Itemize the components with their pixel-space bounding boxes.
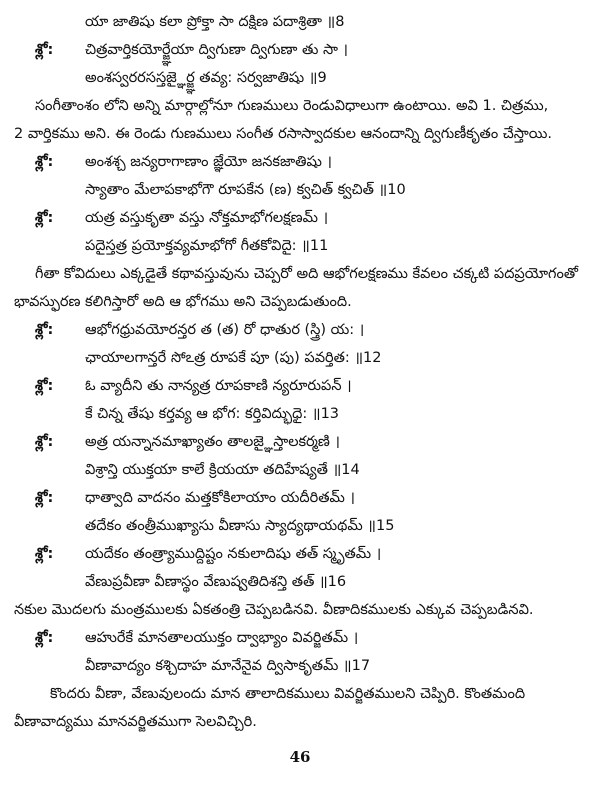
shloka-marker: శ్లో: [35,434,54,450]
verse-text: యా జాతిషు కలా ప్రోక్తా సా దక్షిణ పదాశ్రితా ॥8 [85,14,345,30]
verse-line: అంశశ్చ జన్యరాగాణాం జ్ఞేయో జనకజాతిషు । [85,154,332,170]
prose-line: సంగీతాంశం లోని అన్ని మార్గాల్లోనూ గుణములు రెండువిధాలుగా ఉంటాయి. అవి 1. చిత్రము, [35,98,549,114]
shloka-marker: శ్లో: [35,42,54,58]
verse-line: ధాత్వాది వాదనం మత్తకోకిలాయాం యదీరితమ్ । [85,490,355,506]
verse-line: యదేకం తంత్ర్యాముద్దిష్టం నకులాదిషు తత్ స్మృతమ్ । [85,546,382,562]
verse-line: వీణావాద్యం కశ్చిదాహ మానేనైవ ద్విసాకృతమ్ ॥17 [85,658,371,674]
verse-text: అంశస్వరరసస్తజ్ఞైర్జ్ఞ తవ్య: సర్వజాతిషు ॥9 [85,70,327,86]
prose-line: 2 వార్తికము అని. ఈ రెండు గుణములు సంగీత రసాస్వాదకుల ఆనందాన్ని ద్విగుణీకృతం చేస్తాయి. [14,126,553,142]
verse-line: ఆహురేకే మానతాలయుక్తం ద్వాభ్యాం వివర్జితమ్ । [85,630,359,646]
verse-line: స్యాతాం మేలాపకాభోగౌ రూపకేన (ణ) క్వచిత్ క్వచిత్ ॥10 [85,182,406,198]
verse-line: పదైస్తత్ర ప్రయోక్తవ్యమాభోగో గీతకోవిదై: ॥11 [85,238,329,254]
verse-line: అత్ర యన్నానమాఖ్యాతం తాలజ్ఞైస్తాలకర్మణి । [85,434,340,450]
verse-line [85,68,327,88]
verse-line: ఆభోగధ్రువయోరన్తర త (త) రో ధాతుర (స్త్రి) య: । [85,322,365,338]
shloka-marker: శ్లో: [35,546,54,562]
prose-line: గీతా కోవిదులు ఎక్కడైతే కథావస్తువును చెప్పరో అది ఆభోగలక్షణము కేవలం చక్కటి పదప్రయోగంతో [35,266,579,282]
verse-line [85,12,344,32]
verse-text: చిత్రవార్తికయోర్జ్ఞేయా ద్విగుణా ద్విగుణా తు సా । [85,42,349,58]
shloka-marker: శ్లో: [35,154,54,170]
shloka-marker: శ్లో: [35,210,54,226]
verse-line: వేణుప్రవీణా వీణాస్థం వేణుష్వతిదిశన్తి తత్ ॥16 [85,574,347,590]
prose-line: వీణావాద్యము మానవర్జితముగా సెలవిచ్చిరి. [14,714,257,730]
prose-line: భావస్ఫురణ కలిగిస్తారో అది ఆ భోగము అని చెప్పబడుతుంది. [14,294,352,310]
shloka-marker: శ్లో: [35,322,54,338]
shloka-marker: శ్లో: [35,630,54,646]
prose-line: కొందరు వీణా, వేణువులందు మాన తాలాదికములు వివర్జితములని చెప్పిరి. కొంతమంది [50,686,526,702]
shloka-marker: శ్లో: [35,378,54,394]
prose-line: నకుల మొదలగు మంత్రములకు ఏకతంత్రి చెప్పబడినవి. వీణాదికములకు ఎక్కువ చెప్పబడినవి. [14,602,534,618]
shloka-marker: శ్లో: [35,490,54,506]
verse-line: ఓ వ్యాదీని తు నాన్యత్ర రూపకాణి న్యరూరుపన్ । [85,378,352,394]
verse-line: కే చిన్న తేషు కర్తవ్య ఆ భోగ: కర్తివిద్భుధై: ॥13 [85,406,340,422]
verse-line: ఛాయాలగాన్తరే సోఽత్ర రూపకే పూ (పు) పవర్తిత: ॥12 [85,350,382,366]
verse-line [85,40,348,60]
verse-line: యత్ర వస్తుకృతా వస్తు నోక్తమాభోగలక్షణమ్ । [85,210,329,226]
page-number: 46 [289,748,311,766]
verse-line: విశ్రాన్తి యుక్తయా కాలే క్రియయా తదిహేష్యతే ॥14 [85,462,360,478]
verse-line: తదేకం తంత్రీముఖ్యాసు వీణాసు స్యాద్యథాయథమ్ ॥15 [85,518,395,534]
